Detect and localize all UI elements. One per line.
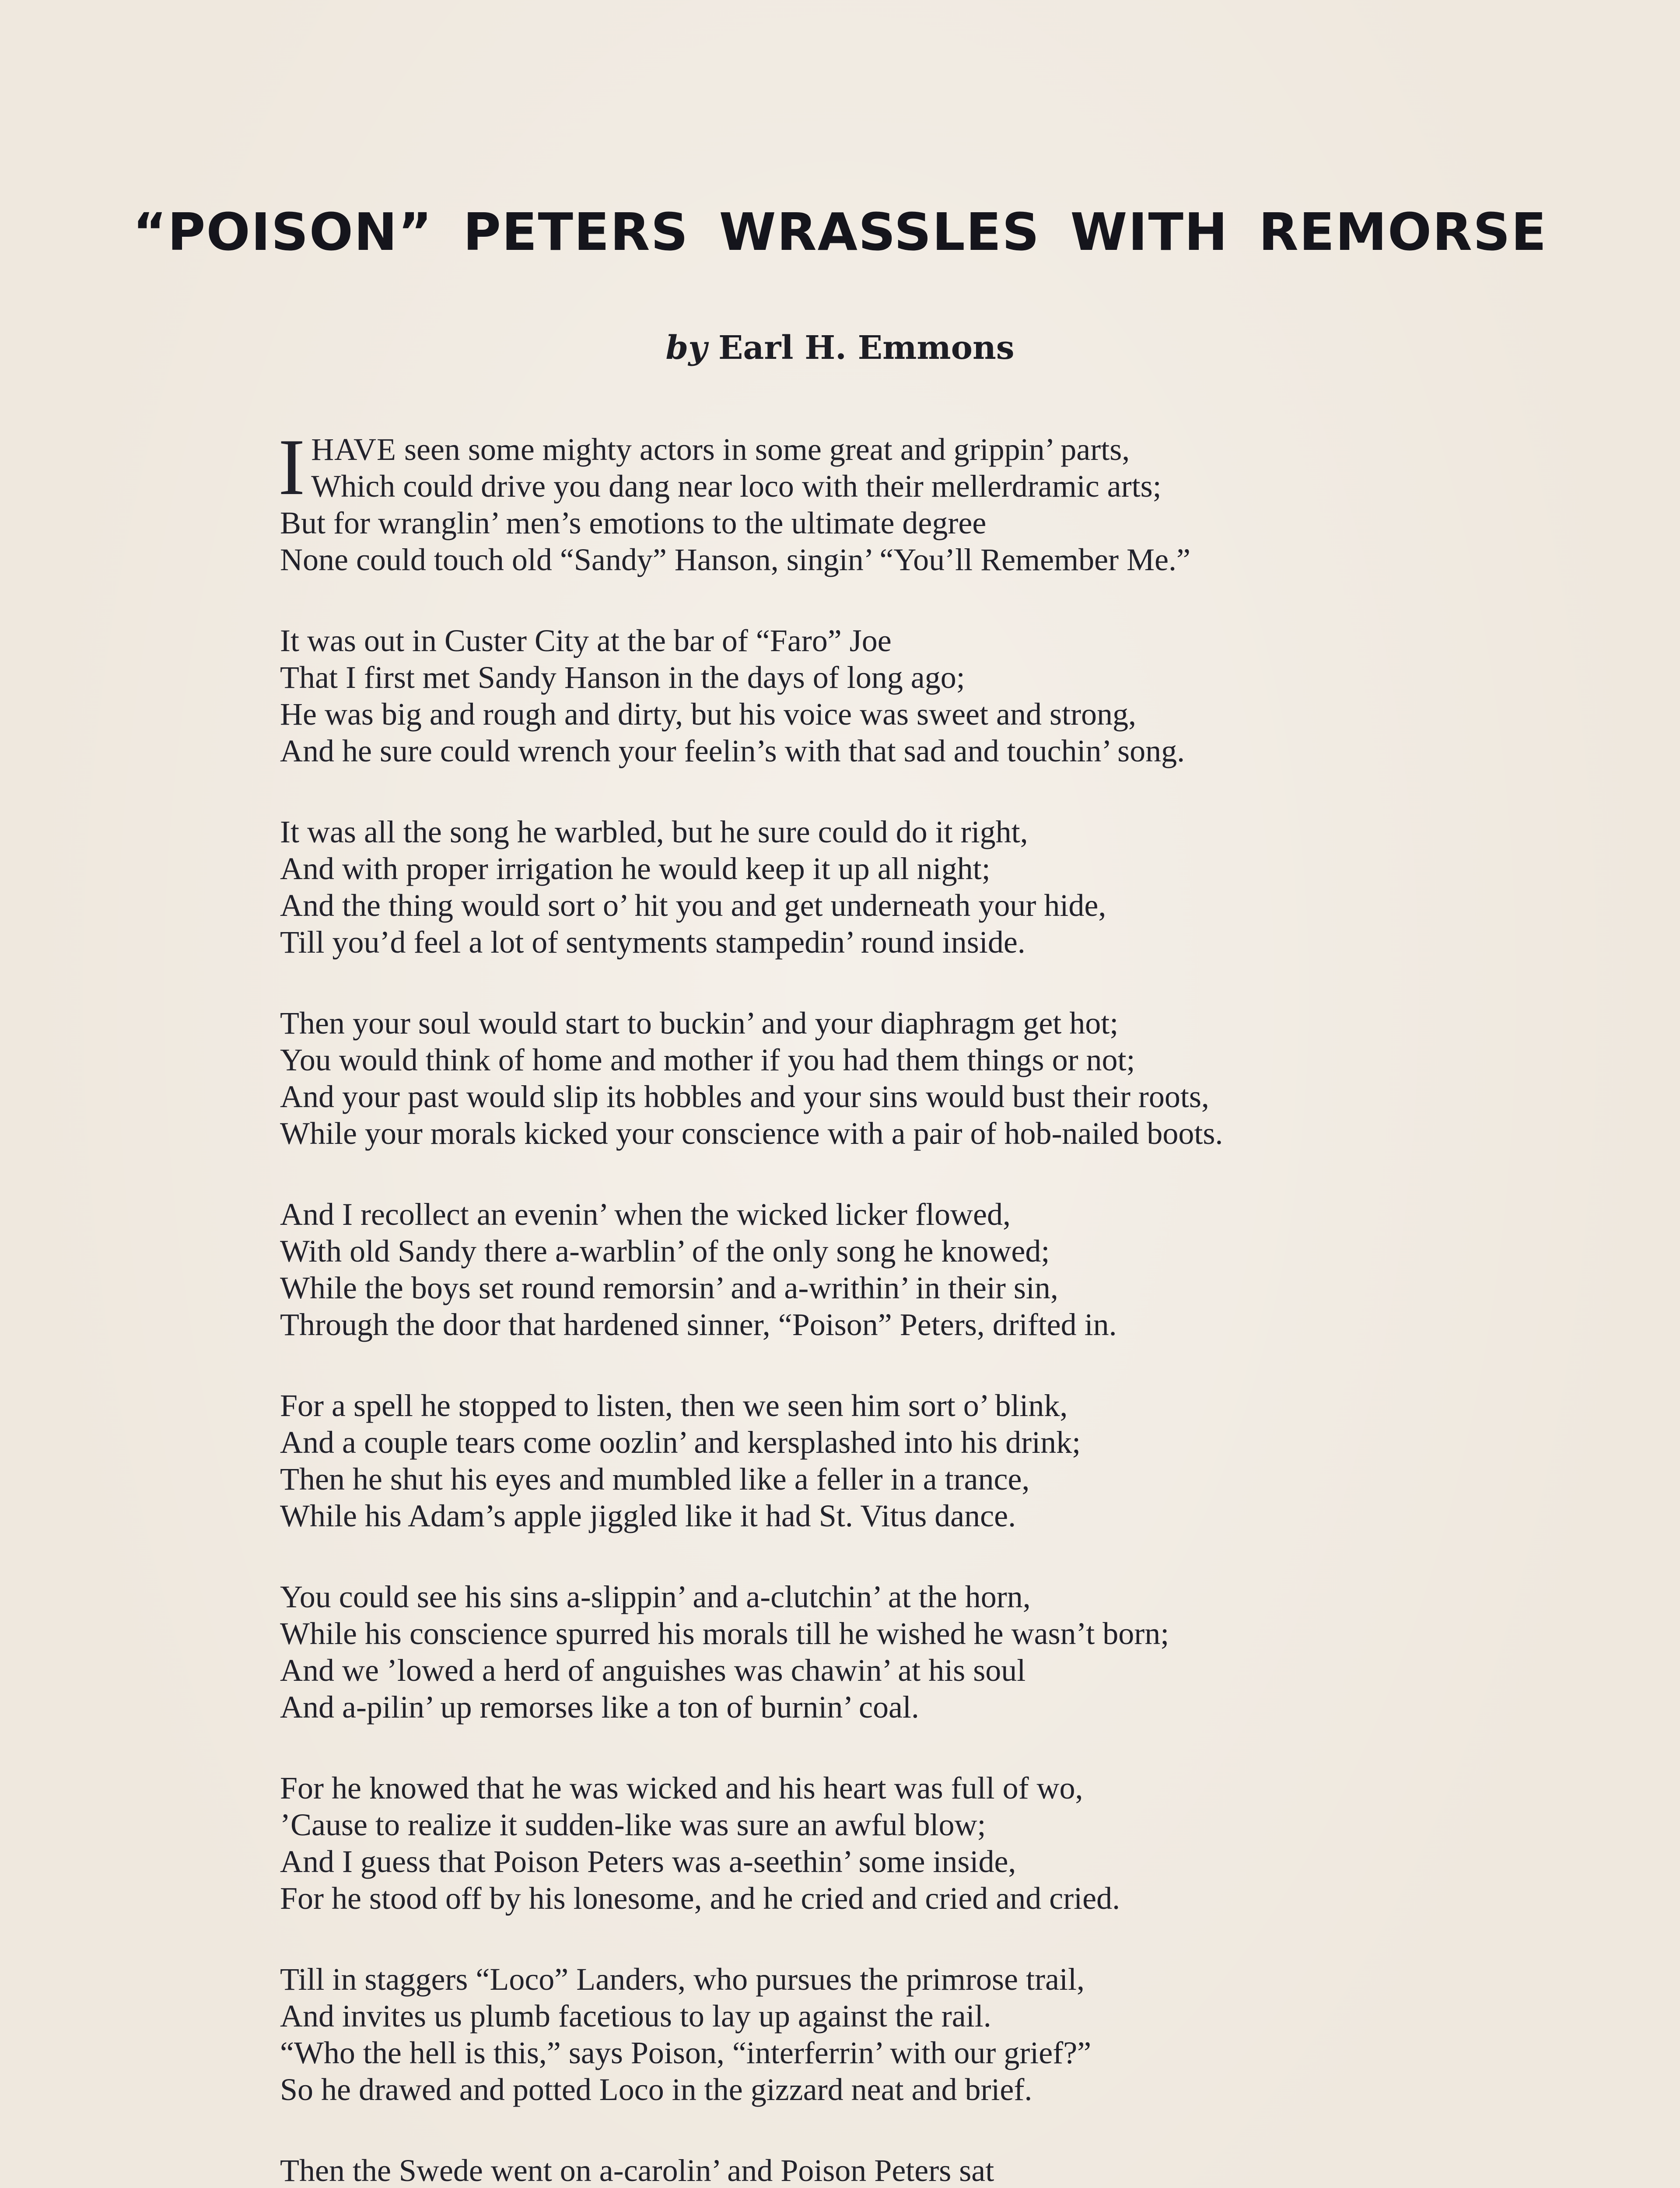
poem-line: It was all the song he warbled, but he sure could do it right,	[280, 814, 1028, 849]
poem-line: And I recollect an evenin’ when the wicked licker flowed,	[280, 1197, 1011, 1232]
poem-line: While your morals kicked your conscience with a pair of hob-nailed boots.	[280, 1116, 1223, 1151]
poem-line: While his Adam’s apple jiggled like it had St. Vitus dance.	[280, 1498, 1016, 1533]
stanza-3	[280, 813, 1444, 961]
poem-line: And a-pilin’ up remorses like a ton of burnin’ coal.	[280, 1690, 919, 1725]
poem-line: While his conscience spurred his morals till he wished he wasn’t born;	[280, 1616, 1169, 1651]
first-word: HAVE	[311, 432, 396, 467]
poem-line: Then the Swede went on a-carolin’ and Poison Peters sat	[280, 2153, 994, 2188]
stanza-4	[280, 1005, 1444, 1152]
byline	[0, 326, 1680, 370]
poem-line: And the thing would sort o’ hit you and get underneath your hide,	[280, 888, 1106, 923]
poem-line: While the boys set round remorsin’ and a-writhin’ in their sin,	[280, 1270, 1058, 1305]
poem-line: For he stood off by his lonesome, and he cried and cried and cried.	[280, 1881, 1120, 1916]
poem-line: Till in staggers “Loco” Landers, who pursues the primrose trail,	[280, 1962, 1085, 1997]
stanza-6	[280, 1387, 1444, 1534]
stanza-8	[280, 1770, 1444, 1917]
poem-line-text: seen some mighty actors in some great and grippin’ parts,	[396, 432, 1130, 467]
poem-line: And your past would slip its hobbles and your sins would bust their roots,	[280, 1079, 1209, 1114]
poem-line: And he sure could wrench your feelin’s with that sad and touchin’ song.	[280, 733, 1185, 768]
poem-line: So he drawed and potted Loco in the gizzard neat and brief.	[280, 2072, 1032, 2107]
poem-line: But for wranglin’ men’s emotions to the ultimate degree	[280, 505, 987, 540]
poem-line: Till you’d feel a lot of sentyments stampedin’ round inside.	[280, 925, 1026, 960]
stanza-9	[280, 1961, 1444, 2108]
stanza-7	[280, 1578, 1444, 1725]
poem-line: ’Cause to realize it sudden-like was sure an awful blow;	[280, 1807, 986, 1842]
poem-line: Through the door that hardened sinner, “Poison” Peters, drifted in.	[280, 1307, 1117, 1342]
poem-line: That I first met Sandy Hanson in the days of long ago;	[280, 660, 965, 695]
poem-line: And with proper irrigation he would keep it up all night;	[280, 851, 990, 886]
stanza-10	[280, 2152, 1444, 2188]
poem-line: Which could drive you dang near loco with their mellerdramic arts;	[311, 469, 1162, 504]
poem-line: And invites us plumb facetious to lay up against the rail.	[280, 1999, 991, 2034]
poem-line: With old Sandy there a-warblin’ of the only song he knowed;	[280, 1234, 1050, 1269]
poem-line: And a couple tears come oozlin’ and kersplashed into his drink;	[280, 1425, 1081, 1460]
poem-line: None could touch old “Sandy” Hanson, singin’ “You’ll Remember Me.”	[280, 542, 1190, 577]
author-name: Earl H. Emmons	[718, 329, 1015, 367]
drop-cap: I	[278, 422, 305, 512]
stanza-2	[280, 622, 1444, 769]
poem-line: Then he shut his eyes and mumbled like a feller in a trance,	[280, 1462, 1030, 1497]
poem-title: “POISON” PETERS WRASSLES WITH REMORSE	[133, 202, 1547, 262]
poem-line: And I guess that Poison Peters was a-seethin’ some inside,	[280, 1844, 1016, 1879]
poem-line: For a spell he stopped to listen, then we seen him sort o’ blink,	[280, 1388, 1068, 1423]
poem-line: For he knowed that he was wicked and his heart was full of wo,	[280, 1771, 1083, 1806]
stanza-1	[278, 422, 1444, 578]
poem-line: It was out in Custer City at the bar of “Faro” Joe	[280, 623, 892, 658]
poem-line: And we ’lowed a herd of anguishes was chawin’ at his soul	[280, 1653, 1026, 1688]
poem-line: He was big and rough and dirty, but his voice was sweet and strong,	[280, 697, 1136, 732]
poem-line: You could see his sins a-slippin’ and a-clutchin’ at the horn,	[280, 1579, 1031, 1614]
poem-line	[280, 431, 1444, 468]
stanza-5	[280, 1196, 1444, 1343]
poem-body	[278, 422, 1444, 2188]
poem-line: “Who the hell is this,” says Poison, “interferrin’ with our grief?”	[280, 2035, 1092, 2070]
byline-prefix: by	[665, 329, 707, 367]
poem-line: You would think of home and mother if you had them things or not;	[280, 1042, 1135, 1077]
poem-line: Then your soul would start to buckin’ and your diaphragm get hot;	[280, 1006, 1119, 1041]
